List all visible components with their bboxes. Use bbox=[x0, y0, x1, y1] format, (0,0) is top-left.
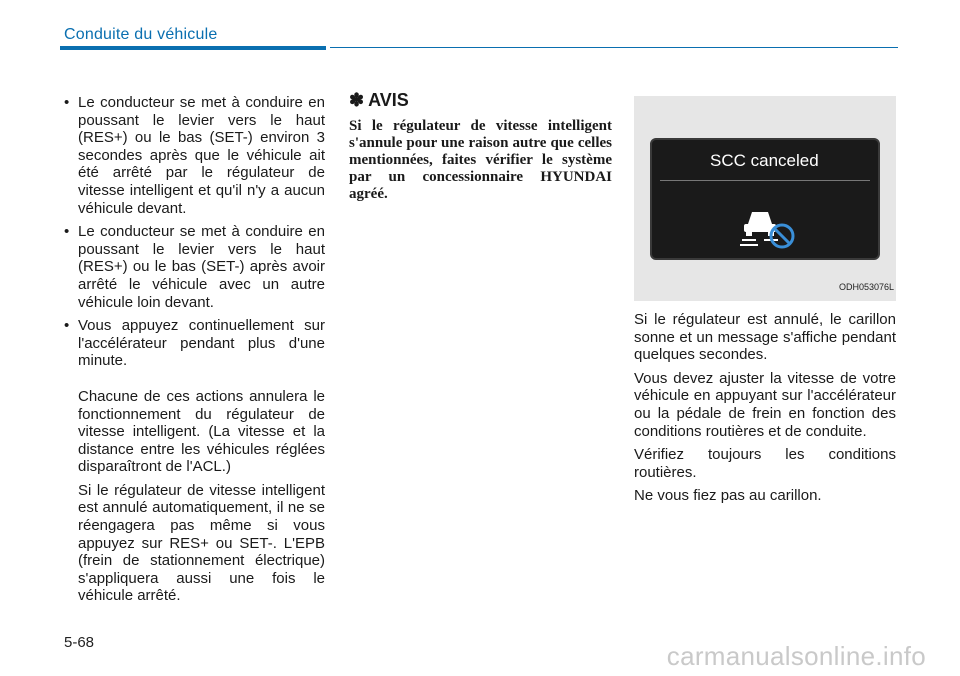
figure-code: ODH053076L bbox=[838, 282, 894, 293]
paragraph: Chacune de ces actions annulera le fonctionnement du régulateur de vitesse intelligent. (La vitesse et la distance entre les véhicules réglées disparaîtront de l'ACL.) bbox=[78, 387, 325, 476]
bullet-dot: • bbox=[64, 223, 70, 241]
watermark: carmanualsonline.info bbox=[666, 641, 926, 671]
paragraph: Si le régulateur est annulé, le carillon sonne et un message s'affiche pendant quelques secondes. bbox=[634, 311, 896, 364]
display-message: SCC canceled bbox=[710, 151, 819, 170]
cluster-display bbox=[650, 138, 880, 260]
bullet-item bbox=[64, 223, 325, 311]
header-rule-thin bbox=[330, 47, 898, 48]
bullet-item bbox=[64, 317, 325, 370]
bullet-dot: • bbox=[64, 94, 70, 111]
section-title: Conduite du véhicule bbox=[64, 26, 218, 43]
avis-title: AVIS bbox=[368, 90, 409, 110]
bullet-item bbox=[64, 94, 325, 217]
bullet-text: Le conducteur se met à conduire en poussant le levier vers le haut (RES+) ou le bas (SET-) après avoir arrêté le véhicule avec un autre véhicule loin devant. bbox=[78, 223, 325, 311]
asterisk-icon: ✽ bbox=[349, 90, 365, 110]
figure bbox=[634, 96, 896, 301]
avis-box bbox=[349, 92, 612, 204]
paragraph: Vous devez ajuster la vitesse de votre véhicule en appuyant sur l'accélérateur ou la pédale de frein en fonction des conditions routières et de conduite. bbox=[634, 369, 896, 440]
right-column bbox=[634, 96, 896, 511]
header-rule-thick bbox=[60, 46, 326, 50]
avis-heading bbox=[349, 92, 612, 110]
bullet-text: Vous appuyez continuellement sur l'accélérateur pendant plus d'une minute. bbox=[78, 317, 325, 370]
left-column bbox=[64, 94, 325, 611]
display-divider bbox=[660, 180, 870, 181]
avis-body: Si le régulateur de vitesse intelligent s'annule pour une raison autre que celles mentionnées, faites vérifier le système par un concessionnaire HYUNDAI agréé. bbox=[349, 117, 612, 203]
bullet-text: Le conducteur se met à conduire en poussant le levier vers le haut (RES+) ou le bas (SET-) environ 3 secondes après que le véhicule ait été arrêté par le régulateur de vitesse intelligent et qu'il n'y a aucun véhicule devant. bbox=[78, 94, 325, 217]
page-number: 5-68 bbox=[64, 634, 95, 651]
bullet-dot: • bbox=[64, 317, 70, 335]
car-cancel-icon bbox=[738, 202, 798, 250]
paragraph: Ne vous fiez pas au carillon. bbox=[634, 487, 822, 505]
paragraph: Vérifiez toujours les conditions routières. bbox=[634, 446, 896, 481]
paragraph: Si le régulateur de vitesse intelligent est annulé automatiquement, il ne se réengagera pas même si vous appuyez sur RES+ ou SET-. L'EPB (frein de stationnement électrique) s'appliquera aussi une fois le véhicule arrêté. bbox=[78, 481, 325, 605]
